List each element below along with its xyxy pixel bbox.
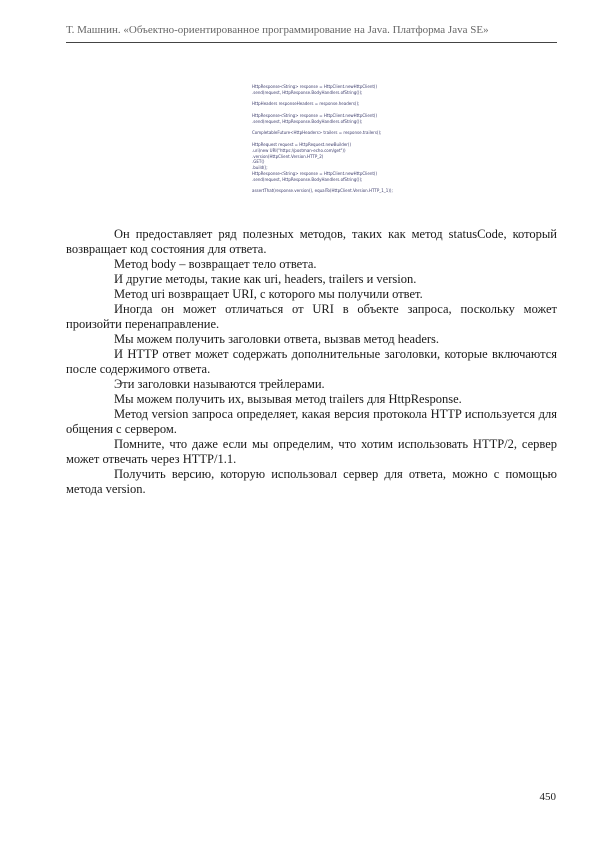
body-text — [66, 227, 557, 497]
paragraph: Метод body – возвращает тело ответа. — [114, 257, 317, 271]
code-line: HttpResponse<String> response = HttpClient.newHttpClient() — [252, 84, 378, 89]
code-line: HttpResponse<String> response = HttpClient.newHttpClient() — [252, 171, 378, 176]
page-number: 450 — [539, 791, 556, 803]
code-line: HttpHeaders responseHeaders = response.headers(); — [252, 101, 360, 107]
paragraph: Он предоставляет ряд полезных методов, таких как метод statusCode, который возвращает код состояния для ответа. — [66, 227, 557, 256]
code-screenshot-figure — [244, 80, 393, 200]
paragraph: Иногда он может отличаться от URI в объекте запроса, поскольку может произойти перенаправление. — [66, 302, 557, 331]
code-line: HttpResponse<String> response = HttpClient.newHttpClient() — [252, 113, 378, 118]
code-line: .uri(new URI("https://postman-echo.com/get")) — [252, 147, 346, 153]
paragraph: Мы можем получить их, вызывая метод trailers для HttpResponse. — [114, 392, 462, 406]
code-line: .send(request, HttpResponse.BodyHandlers.ofString()); — [252, 89, 363, 95]
paragraph: Эти заголовки называются трейлерами. — [114, 377, 325, 391]
code-line: .version(HttpClient.Version.HTTP_2) — [252, 153, 324, 159]
paragraph: И другие методы, такие как uri, headers, trailers и version. — [114, 272, 417, 286]
header-rule — [66, 42, 557, 43]
paragraph: Метод uri возвращает URI, с которого мы получили ответ. — [114, 287, 423, 301]
paragraph: Помните, что даже если мы определим, что хотим использовать HTTP/2, сервер может отвечать через HTTP/1.1. — [66, 437, 557, 466]
paragraph: Получить версию, которую использовал сервер для ответа, можно с помощью метода version. — [66, 467, 557, 496]
code-line: .send(request, HttpResponse.BodyHandlers.ofString()); — [252, 118, 363, 124]
code-line: CompletableFuture<HttpHeaders> trailers = response.trailers(); — [252, 130, 382, 136]
code-line: .send(request, HttpResponse.BodyHandlers.ofString()); — [252, 176, 363, 182]
paragraph: Мы можем получить заголовки ответа, вызвав метод headers. — [114, 332, 440, 346]
running-header: Т. Машнин. «Объектно-ориентированное программирование на Java. Платформа Java SE» — [66, 24, 489, 36]
paragraph: Метод version запроса определяет, какая версия протокола HTTP используется для общения с сервером. — [66, 407, 557, 436]
code-line: .build(); — [252, 165, 268, 171]
code-line: .GET() — [252, 159, 265, 165]
code-line: HttpRequest request = HttpRequest.newBuilder() — [252, 142, 352, 147]
code-line: assertThat(response.version(), equalTo(HttpClient.Version.HTTP_1_1)); — [252, 188, 393, 194]
paragraph: И HTTP ответ может содержать дополнительные заголовки, которые включаются после содержимого ответа. — [66, 347, 557, 376]
